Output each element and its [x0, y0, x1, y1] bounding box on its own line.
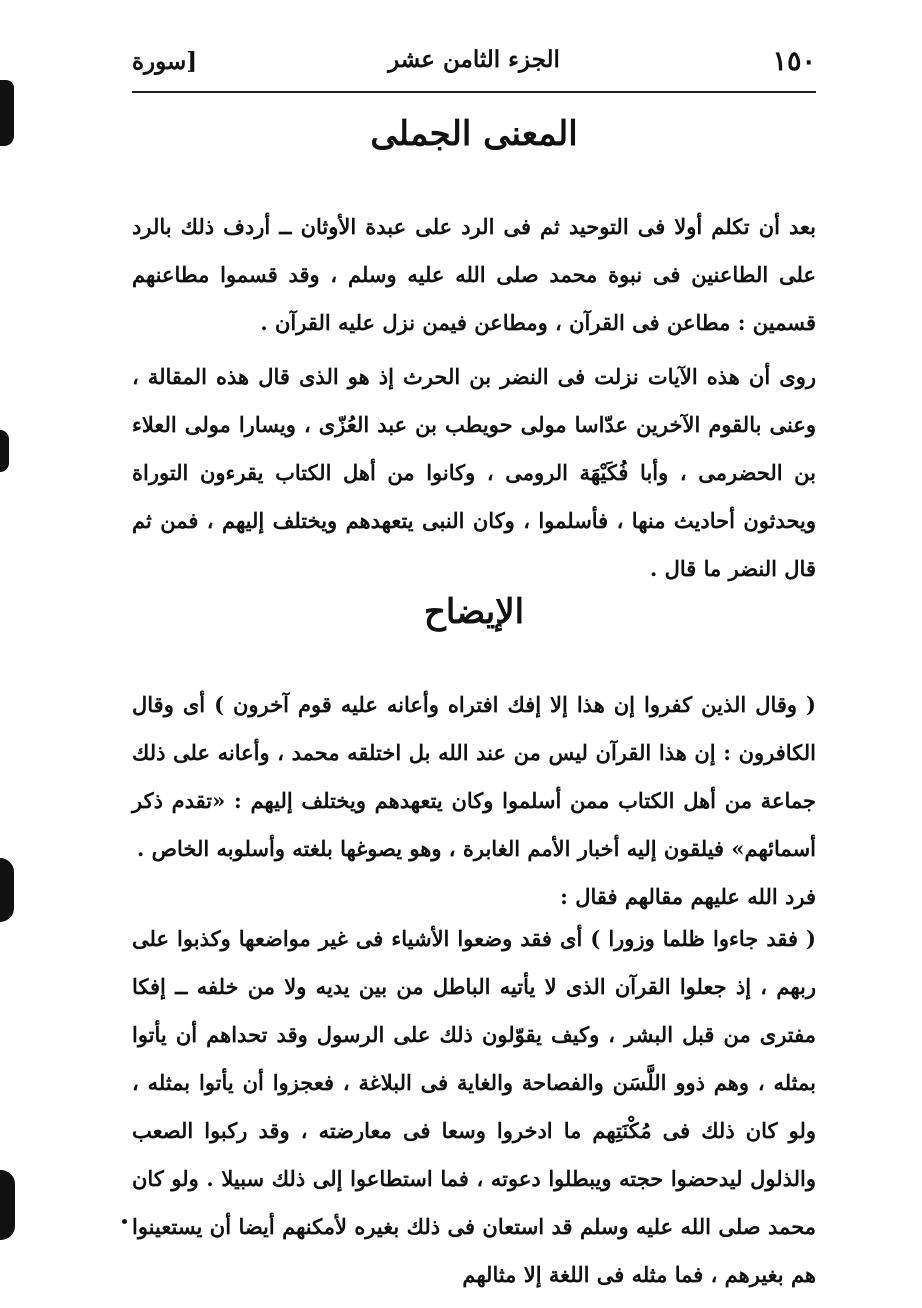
- page-number: ١٥٠: [772, 46, 816, 77]
- scan-edge-mark: [0, 80, 14, 146]
- header-divider: [132, 91, 816, 93]
- scan-edge-mark: [0, 430, 9, 472]
- paragraph-verse-commentary: ( وقال الذين كفروا إن هذا إلا إفك افتراه وأعانه عليه قوم آخرون ) أى وقال الكافرون : إن هذا القرآن ليس من عند الله بل اختلقه محمد ، وأعانه على ذلك جماعة من أهل الكتاب ممن أسلموا وكان يتعهدهم ويختلف إليهم : «تقدم ذكر أسمائهم» فيلقون إليه أخبار الأمم الغابرة ، وهو يصوغها بلغته وأسلوبه الخاص .: [132, 692, 816, 861]
- surah-label: [سورة: [132, 48, 198, 75]
- paragraph-narration: روى أن هذه الآيات نزلت فى النضر بن الحرث إذ هو الذى قال هذه المقالة ، وعنى بالقوم الآخرين عدّاسا مولى حويطب بن عبد العُزّى ، ويسارا مولى العلاء بن الحضرمى ، وأبا فُكَيْهَة الرومى ، وكانوا من أهل الكتاب يقرءون التوراة ويحدثون أحاديث منها ، فأسلموا ، وكان النبى يتعهدهم ويختلف إليهم ، فمن ثم قال النضر ما قال .: [132, 364, 816, 581]
- scan-edge-mark: [0, 858, 14, 922]
- scan-edge-mark: [0, 1170, 15, 1240]
- paragraph-reply: فرد الله عليهم مقالهم فقال :: [560, 884, 816, 909]
- running-title: الجزء الثامن عشر: [388, 46, 560, 73]
- page-header: [132, 44, 816, 84]
- paragraph-intro: بعد أن تكلم أولا فى التوحيد ثم فى الرد على عبدة الأوثان ــ أردف ذلك بالرد على الطاعنين فى نبوة محمد صلى الله عليه وسلم ، وقد قسموا مطاعنهم قسمين : مطاعن فى القرآن ، ومطاعن فيمن نزل عليه القرآن .: [132, 214, 816, 335]
- summary-heading: المعنى الجملى: [370, 114, 578, 154]
- margin-dot: [122, 1219, 127, 1224]
- explanation-heading: الإيضاح: [423, 592, 525, 632]
- paragraph-refutation: ( فقد جاءوا ظلما وزورا ) أى فقد وضعوا الأشياء فى غير مواضعها وكذبوا على ربهم ، إذ جعلوا القرآن الذى لا يأتيه الباطل من بين يديه ولا من خلفه ــ إفكا مفترى من قبل البشر ، وكيف يقوّلون ذلك على الرسول وقد تحداهم أن يأتوا بمثله ، وهم ذوو اللَّسَن والفصاحة والغاية فى البلاغة ، فعجزوا أن يأتوا بمثله ، ولو كان ذلك فى مُكْنَتِهم ما ادخروا وسعا فى معارضته ، وقد ركبوا الصعب والذلول ليدحضوا حجته ويبطلوا دعوته ، فما استطاعوا إلى ذلك سبيلا . ولو كان محمد صلى الله عليه وسلم قد استعان فى ذلك بغيره لأمكنهم أيضا أن يستعينوا هم بغيرهم ، فما مثله فى اللغة إلا مثالهم: [132, 926, 816, 1287]
